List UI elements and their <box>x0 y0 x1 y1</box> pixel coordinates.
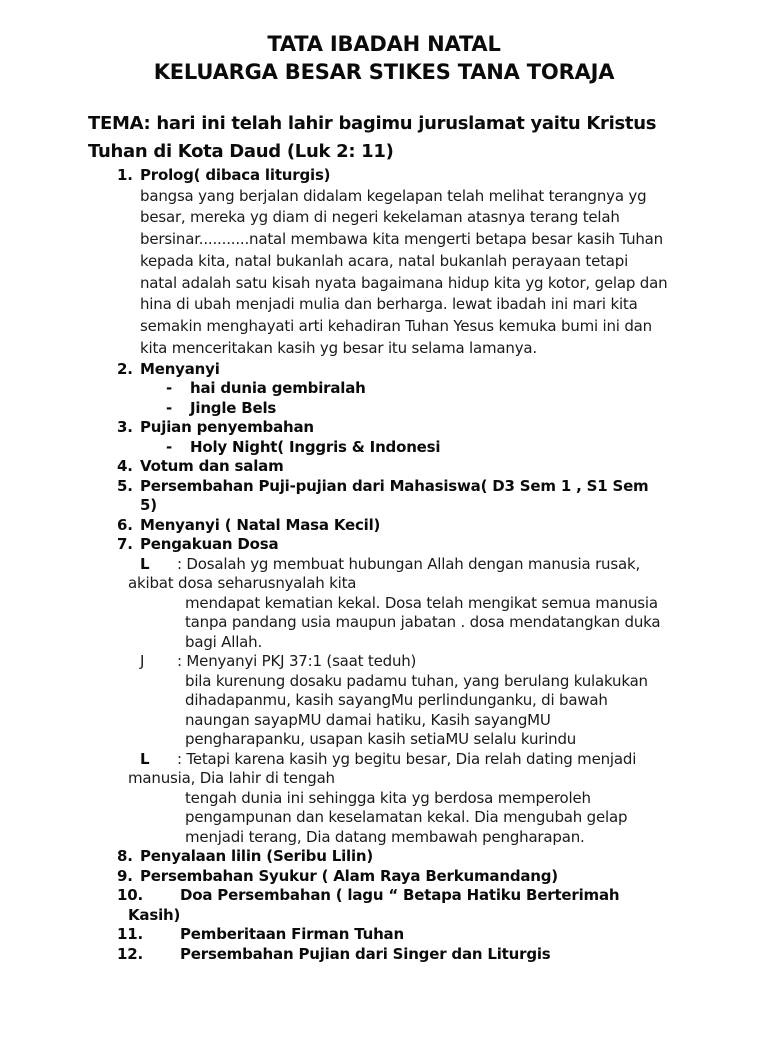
item-number: 3. <box>117 418 133 437</box>
item-title: Prolog( dibaca liturgis) <box>140 166 331 184</box>
list-item-11 <box>117 925 670 945</box>
order-of-service-list <box>117 166 670 964</box>
song-title: Jingle Bels <box>190 398 277 417</box>
dialog-line-congregation <box>128 652 670 672</box>
item-number: 7. <box>117 535 133 554</box>
item-title: Persembahan Syukur ( Alam Raya Berkumandang) <box>140 866 558 885</box>
item-number: 11. <box>117 925 143 944</box>
item-number: 6. <box>117 515 133 534</box>
list-item-1 <box>117 166 670 360</box>
item-number: 9. <box>117 866 133 885</box>
item-number: 12. <box>117 944 143 963</box>
item-title: Persembahan Pujian dari Singer dan Liturgis <box>180 944 551 963</box>
item-title: Pengakuan Dosa <box>140 535 279 554</box>
dialog-line-leader <box>128 750 670 789</box>
list-item-9 <box>117 867 670 887</box>
item-title: Menyanyi <box>140 359 220 378</box>
list-item-7 <box>117 535 670 847</box>
dialog-line-leader <box>128 555 670 594</box>
item-title: Persembahan Puji-pujian dari Mahasiswa( D3 Sem 1 , S1 Sem 5) <box>140 476 649 515</box>
dialog-text: : Menyanyi PKJ 37:1 (saat teduh) <box>177 652 417 671</box>
list-item-4 <box>117 457 670 477</box>
item-number: 5. <box>117 476 133 495</box>
item-title: Pemberitaan Firman Tuhan <box>180 925 404 944</box>
item-number: 4. <box>117 457 133 476</box>
list-item-6 <box>117 516 670 536</box>
list-item-5 <box>117 477 670 516</box>
list-item-10 <box>117 886 670 925</box>
item-number: 1. <box>117 166 133 184</box>
page-title <box>0 30 768 86</box>
song-title: Holy Night( Inggris & Indonesi <box>190 437 441 456</box>
list-item-8 <box>117 847 670 867</box>
item-title: Menyanyi ( Natal Masa Kecil) <box>140 515 381 534</box>
list-item-12 <box>117 945 670 965</box>
list-item-3 <box>117 418 670 457</box>
dialog-continuation: bila kurenung dosaku padamu tuhan, yang berulang kulakukan dihadapanmu, kasih sayangMu perlindunganku, di bawah naungan sayapMU damai hatiku, Kasih sayangMU pengharapanku, usapan kasih setiaMU selalu kurindu <box>185 671 648 749</box>
item-title: Pujian penyembahan <box>140 418 314 437</box>
item-title: Penyalaan lilin (Seribu Lilin) <box>140 847 374 866</box>
item-body-text: bangsa yang berjalan didalam kegelapan telah melihat terangnya yg besar, mereka yg diam di negeri kekelaman atasnya terang telah bersinar...........natal membawa kita mengerti betapa besar kasih Tuhan kepada kita, natal bukanlah acara, natal bukanlah perayaan tetapi natal adalah satu kisah nyata bagaimana hidup kita yg kotor, gelap dan hina di ubah menjadi mulia dan berharga. lewat ibadah ini mari kita semakin menghayati arti kehadiran Tuhan Yesus kemuka bumi ini dan kita menceritakan kasih yg besar itu selama lamanya. <box>140 186 668 358</box>
dialog-continuation: tengah dunia ini sehingga kita yg berdosa memperoleh pengampunan dan keselamatan kekal. Dia mengubah gelap menjadi terang, Dia datang membawah pengharapan. <box>185 788 628 846</box>
theme-line-1: TEMA: hari ini telah lahir bagimu juruslamat yaitu Kristus <box>88 113 657 134</box>
title-line-2: KELUARGA BESAR STIKES TANA TORAJA <box>153 60 615 84</box>
dialog-text: : Dosalah yg membuat hubungan Allah dengan manusia rusak, akibat dosa seharusnyalah kita <box>128 554 641 593</box>
song-bullet <box>166 399 670 419</box>
item-title: Votum dan salam <box>140 457 284 476</box>
song-bullet <box>166 379 670 399</box>
item-number: 10. <box>117 886 143 905</box>
dash-bullet: - <box>166 437 173 456</box>
song-bullet <box>166 438 670 458</box>
song-title: hai dunia gembiralah <box>190 379 366 398</box>
document-page <box>0 30 768 1054</box>
dialog-speaker: L <box>140 749 150 768</box>
item-number: 8. <box>117 847 133 866</box>
dash-bullet: - <box>166 398 173 417</box>
item-number: 2. <box>117 359 133 378</box>
dialog-continuation: mendapat kematian kekal. Dosa telah mengikat semua manusia tanpa pandang usia maupun jabatan . dosa mendatangkan duka bagi Allah. <box>185 593 661 651</box>
title-line-1: TATA IBADAH NATAL <box>267 32 501 56</box>
dialog-speaker: L <box>140 554 150 573</box>
list-item-2 <box>117 360 670 419</box>
theme-heading <box>88 110 678 166</box>
dash-bullet: - <box>166 379 173 398</box>
dialog-text: : Tetapi karena kasih yg begitu besar, Dia relah dating menjadi manusia, Dia lahir di tengah <box>128 749 637 788</box>
dialog-speaker: J <box>140 652 145 671</box>
theme-line-2: Tuhan di Kota Daud (Luk 2: 11) <box>88 141 394 162</box>
item-title: Doa Persembahan ( lagu “ Betapa Hatiku Berterimah Kasih) <box>128 886 620 924</box>
